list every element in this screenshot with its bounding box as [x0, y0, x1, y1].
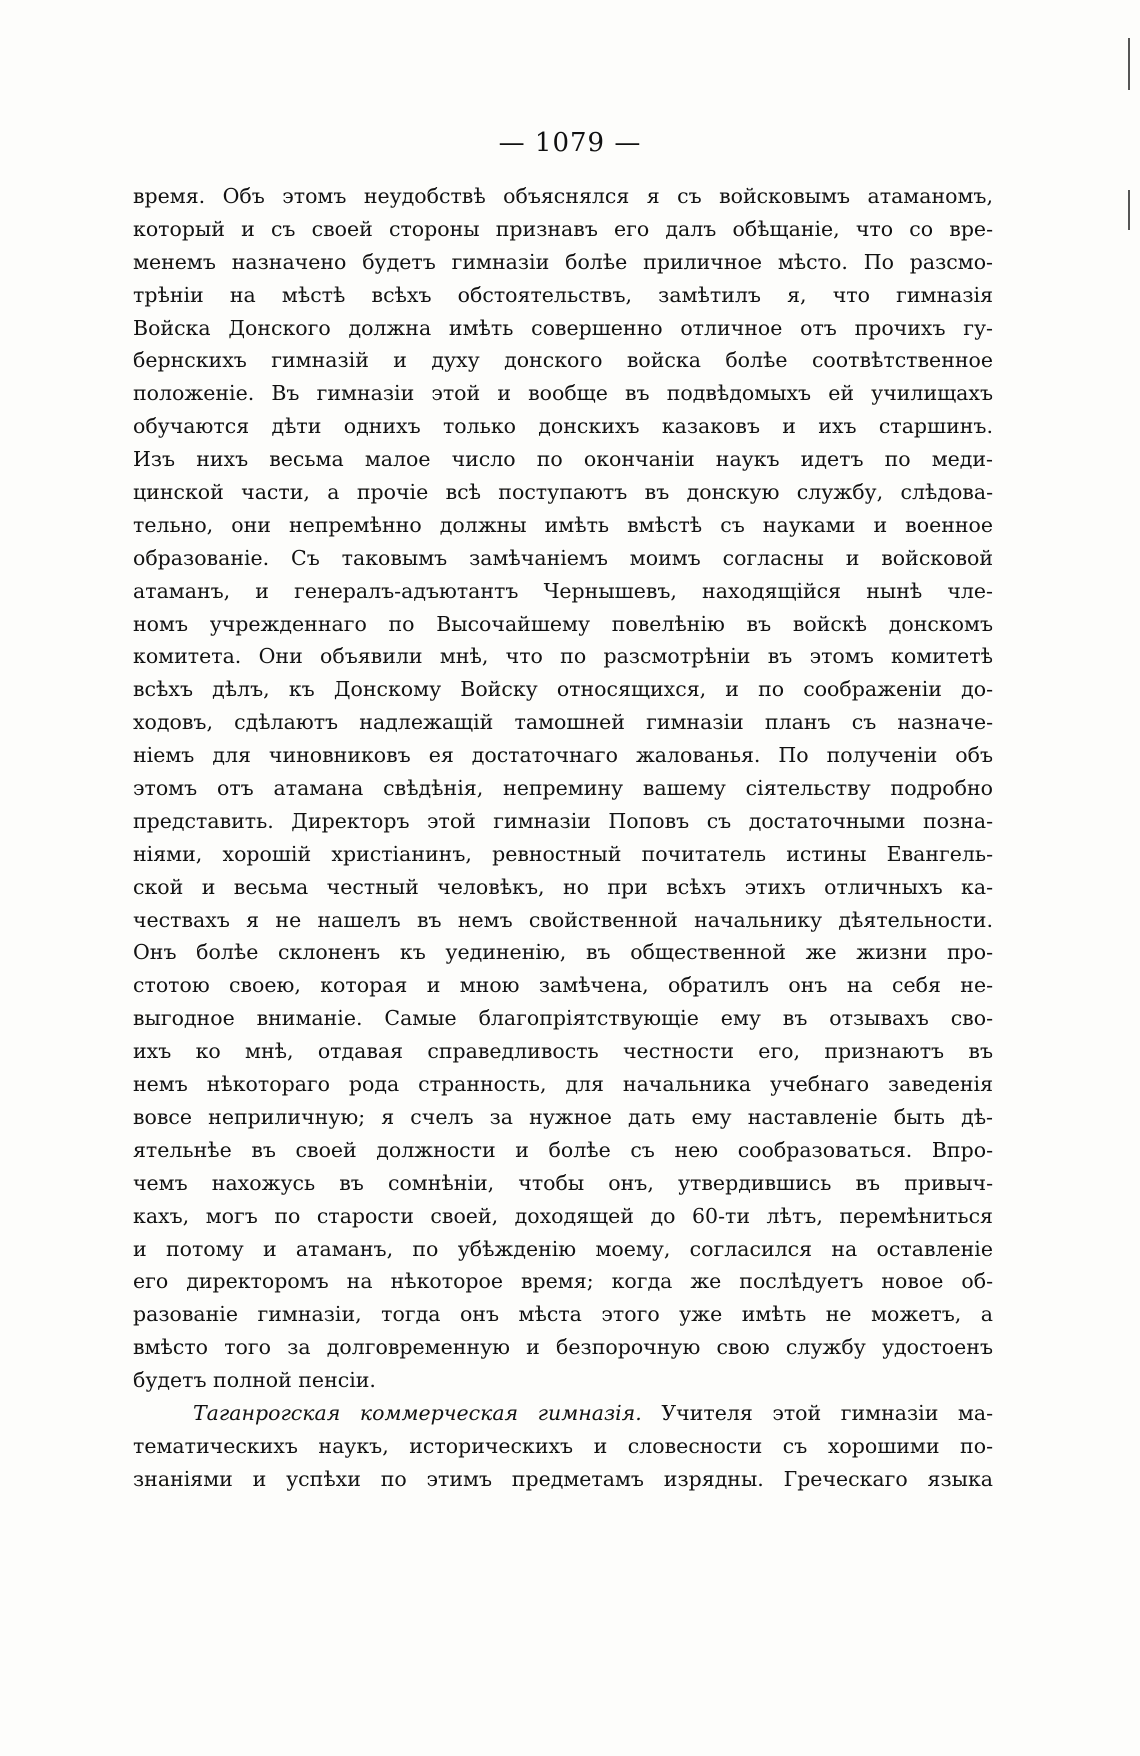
paragraph-1-line: ихъ ко мнѣ, отдавая справедливость честности его, признаютъ въ	[133, 1039, 993, 1064]
paragraph-1-line: вмѣсто того за долговременную и безпорочную свою службу удостоенъ	[133, 1335, 993, 1360]
paragraph-1-line: трѣніи на мѣстѣ всѣхъ обстоятельствъ, замѣтилъ я, что гимназія	[133, 282, 993, 307]
paragraph-1-line: ятельнѣе въ своей должности и болѣе съ нею сообразоваться. Впро-	[133, 1137, 993, 1162]
scan-edge-mark	[1128, 38, 1130, 90]
paragraph-1-line: бернскихъ гимназій и духу донского войска болѣе соотвѣтственное	[133, 348, 993, 373]
paragraph-1-line: будетъ полной пенсіи.	[133, 1368, 376, 1393]
paragraph-1	[133, 180, 993, 1397]
paragraph-1-line: этомъ отъ атамана свѣдѣнія, непремину вашему сіятельству подробно	[133, 776, 993, 801]
paragraph-1-line: Онъ болѣе склоненъ къ уединенію, въ общественной же жизни про-	[133, 940, 993, 965]
first-line-rest: Учителя этой гимназіи ма-	[641, 1400, 993, 1425]
paragraph-1-line: и потому и атаманъ, по убѣжденію моему, согласился на оставленіе	[133, 1236, 993, 1261]
paragraph-1-line: комитета. Они объявили мнѣ, что по разсмотрѣніи въ этомъ комитетѣ	[133, 644, 993, 669]
paragraph-1-line: вовсе неприличную; я счелъ за нужное дать ему наставленіе быть дѣ-	[133, 1104, 993, 1129]
paragraph-1-line: Изъ нихъ весьма малое число по окончаніи наукъ идетъ по меди-	[133, 447, 993, 472]
scan-edge-mark-lower	[1128, 190, 1130, 230]
paragraph-2-line-1	[133, 1397, 993, 1430]
page-number: — 1079 —	[498, 128, 642, 158]
paragraph-1-line: ской и весьма честный человѣкъ, но при всѣхъ этихъ отличныхъ ка-	[133, 874, 993, 899]
paragraph-2-line: тематическихъ наукъ, историческихъ и словесности съ хорошими по-	[133, 1433, 993, 1458]
paragraph-1-line: образованіе. Съ таковымъ замѣчаніемъ моимъ согласны и войсковой	[133, 545, 993, 570]
paragraph-1-line: положеніе. Въ гимназіи этой и вообще въ подвѣдомыхъ ей училищахъ	[133, 381, 993, 406]
paragraph-1-line: чествахъ я не нашелъ въ немъ свойственной начальнику дѣятельности.	[133, 907, 993, 932]
paragraph-1-line: разованіе гимназіи, тогда онъ мѣста этого уже имѣть не можетъ, а	[133, 1302, 993, 1327]
paragraph-1-line: ходовъ, сдѣлаютъ надлежащій тамошней гимназіи планъ съ назначе-	[133, 710, 993, 735]
body-text	[133, 180, 993, 1496]
paragraph-1-line: Войска Донского должна имѣть совершенно отличное отъ прочихъ гу-	[133, 315, 993, 340]
paragraph-1-line: менемъ назначено будетъ гимназіи болѣе приличное мѣсто. По разсмо-	[133, 249, 993, 274]
paragraph-1-line: представить. Директоръ этой гимназіи Поповъ съ достаточными позна-	[133, 808, 993, 833]
paragraph-1-line: немъ нѣкотораго рода странность, для начальника учебнаго заведенія	[133, 1072, 993, 1097]
italic-heading: Таганрогская коммерческая гимназія.	[193, 1400, 642, 1425]
paragraph-1-line: всѣхъ дѣлъ, къ Донскому Войску относящихся, и по соображеніи до-	[133, 677, 993, 702]
paragraph-1-line: стотою своею, которая и мною замѣчена, обратилъ онъ на себя не-	[133, 973, 993, 998]
paragraph-2-line: знаніями и успѣхи по этимъ предметамъ изрядны. Греческаго языка	[133, 1466, 993, 1491]
paragraph-1-line: выгодное вниманіе. Самые благопріятствующіе ему въ отзывахъ сво-	[133, 1006, 993, 1031]
paragraph-1-line: обучаются дѣти однихъ только донскихъ казаковъ и ихъ старшинъ.	[133, 414, 993, 439]
paragraph-1-line: атаманъ, и генералъ-адъютантъ Чернышевъ, находящійся нынѣ чле-	[133, 578, 993, 603]
paragraph-1-line: чемъ нахожусь въ сомнѣніи, чтобы онъ, утвердившись въ привыч-	[133, 1170, 993, 1195]
paragraph-2	[133, 1397, 993, 1496]
paragraph-1-line: время. Объ этомъ неудобствѣ объяснялся я съ войсковымъ атаманомъ,	[133, 184, 993, 208]
paragraph-1-line: цинской части, а прочіе всѣ поступаютъ въ донскую службу, слѣдова-	[133, 480, 993, 505]
paragraph-1-line: ніемъ для чиновниковъ ея достаточнаго жалованья. По полученіи объ	[133, 743, 993, 768]
paragraph-1-line: номъ учрежденнаго по Высочайшему повелѣнію въ войскѣ донскомъ	[133, 611, 993, 636]
paragraph-1-line: тельно, они непремѣнно должны имѣть вмѣстѣ съ науками и военное	[133, 512, 993, 537]
paragraph-1-line: кахъ, могъ по старости своей, доходящей до 60-ти лѣтъ, перемѣниться	[133, 1203, 993, 1228]
paragraph-1-line: его директоромъ на нѣкоторое время; когда же послѣдуетъ новое об-	[133, 1269, 993, 1294]
paragraph-1-line: который и съ своей стороны признавъ его далъ обѣщаніе, что со вре-	[133, 216, 993, 241]
paragraph-1-line: ніями, хорошій христіанинъ, ревностный почитатель истины Евангель-	[133, 841, 993, 866]
